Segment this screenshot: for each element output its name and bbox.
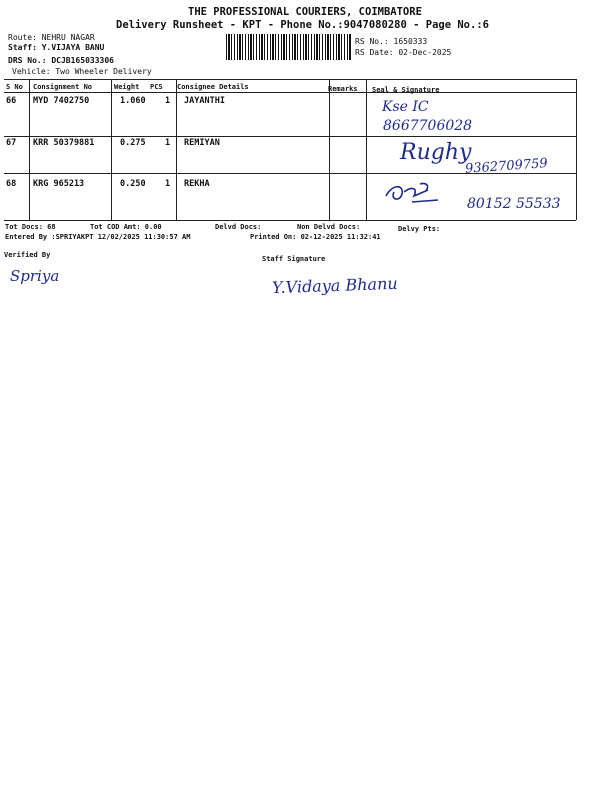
rs-number: RS No.: 1650333 (355, 37, 428, 46)
vehicle-label: Vehicle: Two Wheeler Delivery (12, 67, 152, 76)
header-consignment: Consignment No (33, 83, 93, 91)
verified-by-label: Verified By (4, 251, 51, 259)
entered-by: Entered By :SPRIYAKPT 12/02/2025 11:30:57 AM (5, 233, 191, 241)
handwritten-signature: Rughy (400, 140, 472, 165)
row-consignee: REKHA (184, 179, 210, 189)
row-consignment: KRG 965213 (33, 179, 85, 189)
row-consignment: MYD 7402750 (33, 96, 90, 106)
handwritten-signature: Kse IC (382, 99, 429, 115)
table-right-border (576, 79, 577, 220)
col-divider (111, 79, 112, 220)
header-consignee: Consignee Details (177, 83, 249, 91)
header-seal-signature: Seal & Signature (372, 86, 440, 94)
handwritten-phone: 8667706028 (383, 118, 473, 134)
table-bottom-border (4, 220, 576, 221)
row-weight: 0.250 (120, 179, 146, 189)
route-label: Route: NEHRU NAGAR (8, 33, 95, 42)
verifier-signature: Spriya (10, 267, 60, 285)
non-delivered-docs: Non Delvd Docs: (297, 223, 361, 231)
row-sno: 66 (6, 96, 17, 106)
total-cod-amount: Tot COD Amt: 0.00 (90, 223, 162, 231)
table-header-border (4, 92, 576, 93)
row-sno: 67 (6, 138, 17, 148)
header-sno: S No (6, 83, 23, 91)
row-weight: 0.275 (120, 138, 146, 148)
handwritten-signature-mark (382, 178, 442, 210)
header-weight: Weight (114, 83, 140, 91)
row-consignment: KRR 50379881 (33, 138, 95, 148)
staff-handwritten-signature: Y.Vidaya Bhanu (271, 273, 398, 298)
table-top-border (4, 79, 576, 80)
delivered-docs: Delvd Docs: (215, 223, 262, 231)
row-weight: 1.060 (120, 96, 146, 106)
row-pcs: 1 (165, 179, 171, 189)
row-consignee: REMIYAN (184, 138, 220, 148)
header-pcs: PCS (150, 83, 163, 91)
barcode (226, 34, 351, 60)
col-divider (29, 79, 30, 220)
staff-signature-label: Staff Signature (262, 255, 326, 263)
row-pcs: 1 (165, 96, 171, 106)
rs-date: RS Date: 02-Dec-2025 (355, 48, 452, 57)
printed-on: Printed On: 02-12-2025 11:32:41 (250, 233, 381, 241)
staff-label: Staff: Y.VIJAYA BANU (8, 43, 105, 52)
row-divider (4, 136, 576, 137)
drs-number: DRS No.: DCJB165033306 (8, 56, 114, 65)
col-divider (329, 79, 330, 220)
delivery-points: Delvy Pts: (398, 225, 441, 233)
total-docs: Tot Docs: 68 (5, 223, 56, 231)
col-divider (366, 79, 367, 220)
runsheet-subtitle: Delivery Runsheet - KPT - Phone No.:9047080280 - Page No.:6 (116, 19, 489, 31)
row-pcs: 1 (165, 138, 171, 148)
row-consignee: JAYANTHI (184, 96, 225, 106)
col-divider (176, 79, 177, 220)
handwritten-phone: 9362709759 (464, 156, 549, 177)
company-title: THE PROFESSIONAL COURIERS, COIMBATORE (188, 6, 422, 18)
row-sno: 68 (6, 179, 17, 189)
header-remarks: Remarks (328, 85, 358, 93)
handwritten-phone: 80152 55533 (467, 196, 561, 212)
